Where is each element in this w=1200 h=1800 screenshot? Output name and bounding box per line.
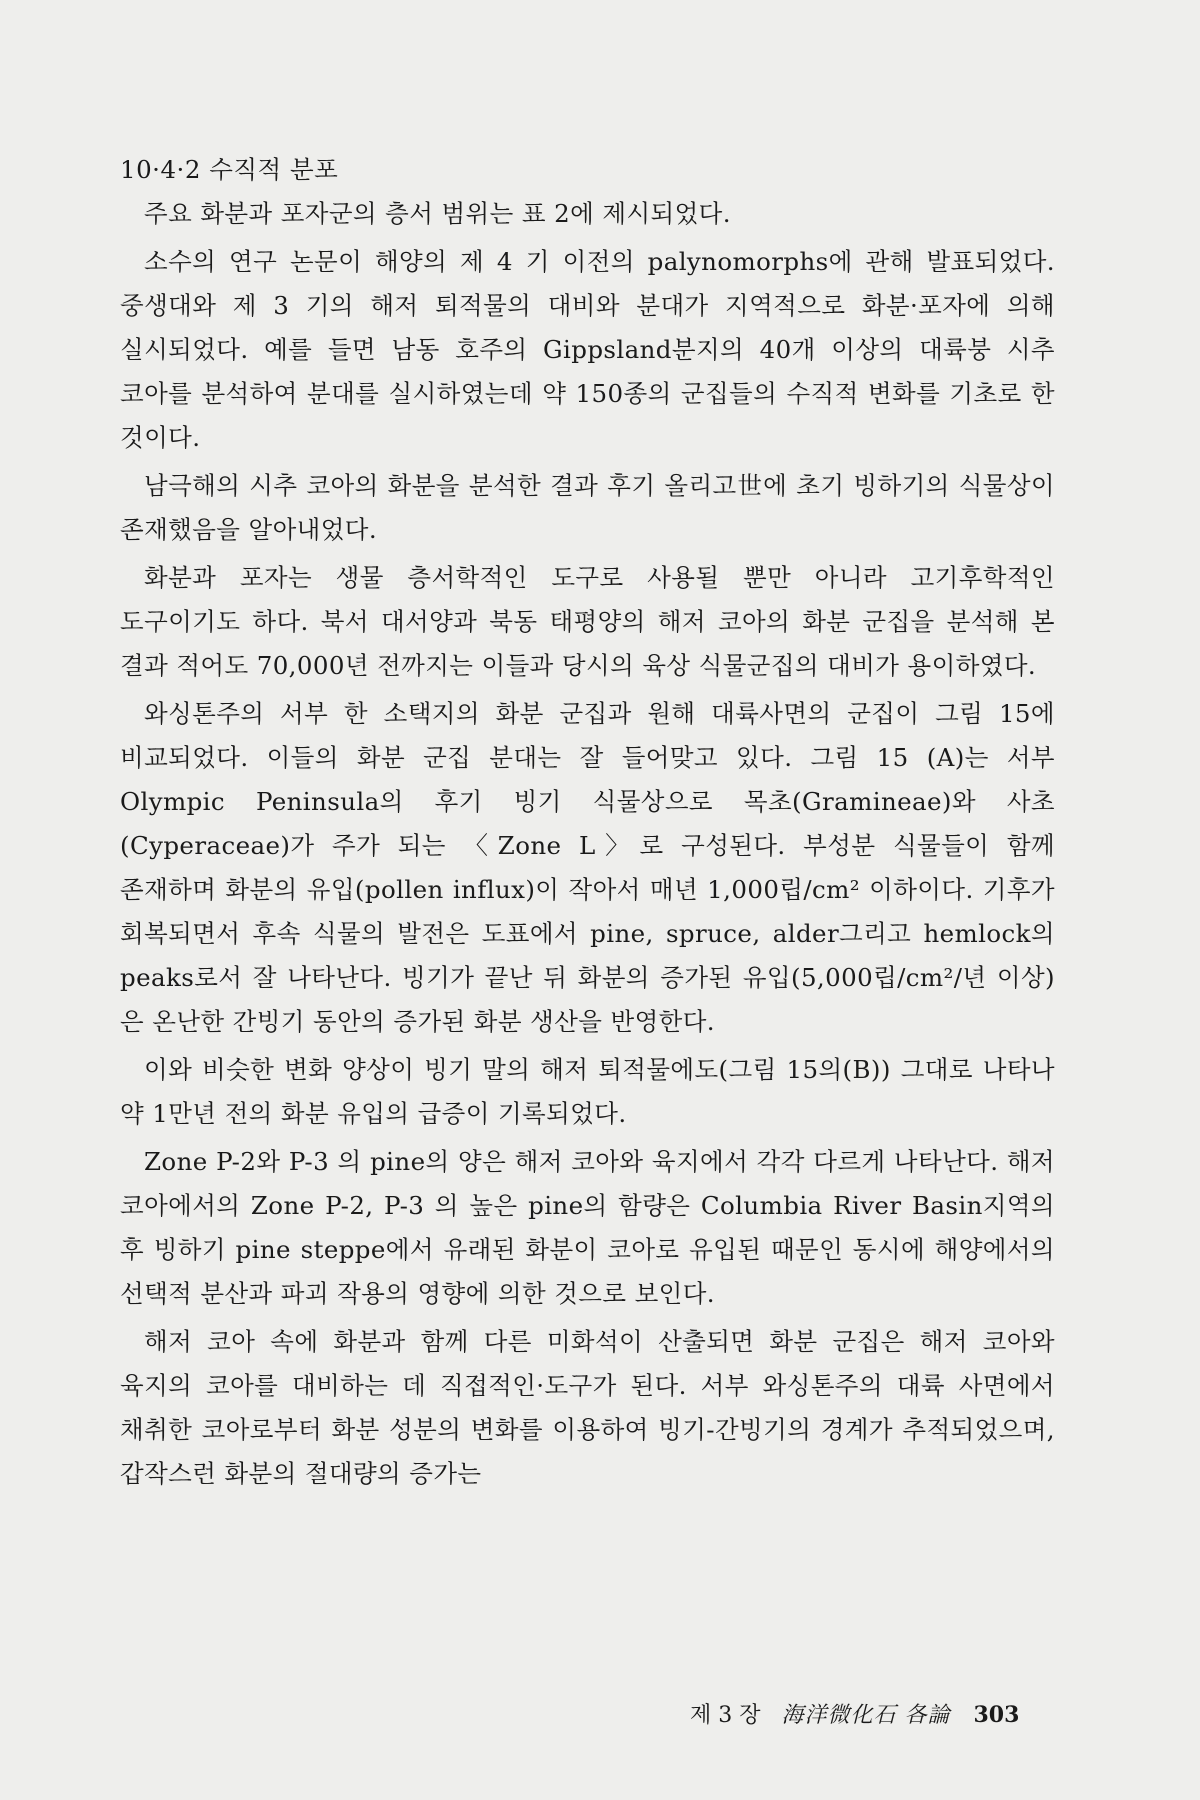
running-footer [690,1700,1060,1731]
paragraph: 이와 비슷한 변화 양상이 빙기 말의 해저 퇴적물에도(그림 15의(B)) 그대로 나타나 약 1만년 전의 화분 유입의 급증이 기록되었다. [120,1055,1055,1128]
page-body [120,148,1055,1500]
paragraph: Zone P-2와 P-3 의 pine의 양은 해저 코아와 육지에서 각각 다르게 나타난다. 해저 코아에서의 Zone P-2, P-3 의 높은 pine의 함량은 Columbia River Basin지역의 후 빙하기 pine steppe에서 유래된 화분이 코아로 유입된 때문인 동시에 해양에서의 선택적 분산과 파괴 작용의 영향에 의한 것으로 보인다. [120,1147,1055,1308]
footer-chapter: 제 3 장 [690,1703,761,1728]
paragraph: 화분과 포자는 생물 층서학적인 도구로 사용될 뿐만 아니라 고기후학적인 도구이기도 하다. 북서 대서양과 북동 태평양의 해저 코아의 화분 군집을 분석해 본 결과 적어도 70,000년 전까지는 이들과 당시의 육상 식물군집의 대비가 용이하였다. [120,563,1055,680]
paragraph: 소수의 연구 논문이 해양의 제 4 기 이전의 palynomorphs에 관해 발표되었다. 중생대와 제 3 기의 해저 퇴적물의 대비와 분대가 지역적으로 화분·포자에 의해 실시되었다. 예를 들면 남동 호주의 Gippsland분지의 40개 이상의 대륙붕 시추 코아를 분석하여 분대를 실시하였는데 약 150종의 군집들의 수직적 변화를 기초로 한 것이다. [120,247,1055,452]
paragraph: 남극해의 시추 코아의 화분을 분석한 결과 후기 올리고世에 초기 빙하기의 식물상이 존재했음을 알아내었다. [120,471,1055,544]
footer-title: 海洋微化石 各論 [781,1703,951,1728]
paragraph: 주요 화분과 포자군의 층서 범위는 표 2에 제시되었다. [144,199,731,228]
paragraph: 해저 코아 속에 화분과 함께 다른 미화석이 산출되면 화분 군집은 해저 코아와 육지의 코아를 대비하는 데 직접적인·도구가 된다. 서부 와싱톤주의 대륙 사면에서 채취한 코아로부터 화분 성분의 변화를 이용하여 빙기-간빙기의 경계가 추적되었으며, 갑작스런 화분의 절대량의 증가는 [120,1327,1055,1488]
paragraph: 와싱톤주의 서부 한 소택지의 화분 군집과 원해 대륙사면의 군집이 그림 15에 비교되었다. 이들의 화분 군집 분대는 잘 들어맞고 있다. 그림 15 (A)는 서부 Olympic Peninsula의 후기 빙기 식물상으로 목초(Gramineae)와 사초(Cyperaceae)가 주가 되는 〈Zone L〉로 구성된다. 부성분 식물들이 함께 존재하며 화분의 유입(pollen influx)이 작아서 매년 1,000립/cm² 이하이다. 기후가 회복되면서 후속 식물의 발전은 도표에서 pine, spruce, alder그리고 hemlock의 peaks로서 잘 나타난다. 빙기가 끝난 뒤 화분의 증가된 유입(5,000립/cm²/년 이상)은 온난한 간빙기 동안의 증가된 화분 생산을 반영한다. [120,699,1055,1036]
section-heading: 10·4·2 수직적 분포 [120,155,339,184]
page-number: 303 [973,1702,1020,1728]
